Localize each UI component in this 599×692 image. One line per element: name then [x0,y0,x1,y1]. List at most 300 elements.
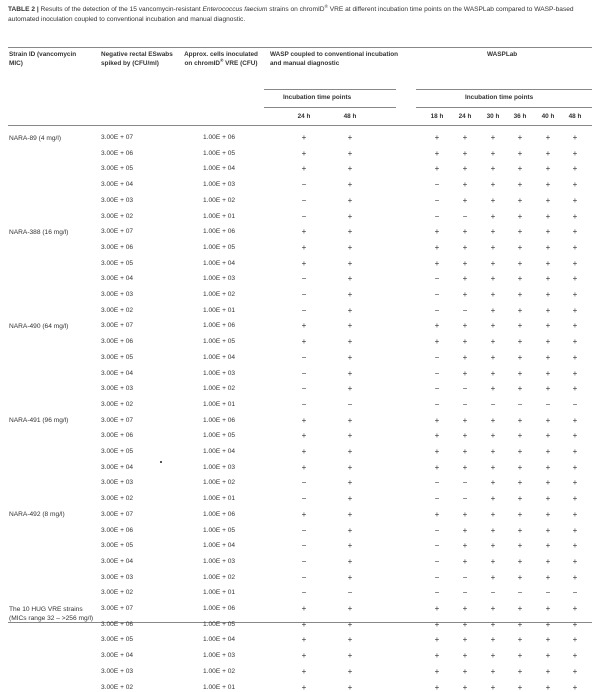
inoculated-cells-value: 1.00E + 01 [203,683,236,691]
positive-result: + [490,478,496,488]
negative-result: − [301,290,307,299]
negative-result: − [301,305,307,315]
positive-result: + [347,447,353,456]
positive-result: + [490,242,496,252]
positive-result: + [434,651,440,661]
header-incubation-wasp: Incubation time points [283,94,352,101]
positive-result: + [301,431,307,441]
positive-result: + [301,415,307,425]
positive-result: + [545,258,551,268]
positive-result: + [462,321,468,331]
header-registered-mark: ® [220,57,224,63]
positive-result: + [517,478,523,488]
positive-result: + [301,148,307,158]
positive-result: + [490,195,496,205]
negative-result: − [462,399,468,409]
negative-result: − [490,588,496,598]
positive-result: + [517,164,523,174]
positive-result: + [462,462,468,472]
positive-result: + [490,525,496,535]
positive-result: + [517,462,523,472]
positive-result: + [490,556,496,566]
positive-result: + [462,368,468,378]
positive-result: + [490,258,496,268]
positive-result: + [545,478,551,488]
negative-result: − [301,556,307,566]
inoculated-cells-value: 1.00E + 01 [203,212,236,220]
positive-result: + [490,494,496,504]
incubation-wasp-rule [264,107,396,108]
positive-result: + [347,572,353,582]
negative-result: − [301,368,307,378]
positive-result: + [490,462,496,472]
positive-result: + [434,148,440,158]
positive-result: + [462,525,468,535]
negative-result: − [545,399,551,409]
positive-result: + [347,227,353,237]
positive-result: + [347,384,353,394]
inoculated-cells-value: 1.00E + 02 [203,573,236,581]
header-time-point: 24 h [297,113,311,120]
positive-result: + [517,635,523,645]
positive-result: + [490,321,496,331]
inoculated-cells-value: 1.00E + 06 [203,605,236,612]
spiked-cfu-value: 3.00E + 06 [101,149,134,157]
inoculated-cells-value: 1.00E + 03 [203,181,236,189]
spiked-cfu-value: 3.00E + 02 [101,495,134,503]
caption-text-3: VRE at different incubation time points on the WASPLab compared to WASP-based automated inoculation coupled to conventional incubation and manual diagnostic. [8,6,574,23]
positive-result: + [545,682,551,692]
spiked-cfu-value: 3.00E + 07 [101,510,134,518]
positive-result: + [572,384,578,394]
positive-result: + [434,447,440,456]
positive-result: + [490,352,496,362]
positive-result: + [462,635,468,645]
negative-result: − [301,384,307,394]
positive-result: + [545,195,551,205]
positive-result: + [545,525,551,535]
spiked-cfu-value: 3.00E + 06 [101,526,134,534]
positive-result: + [545,509,551,519]
positive-result: + [490,368,496,378]
spiked-cfu-value: 3.00E + 04 [101,463,134,471]
positive-result: + [347,541,353,551]
positive-result: + [490,384,496,394]
negative-result: − [434,494,440,504]
positive-result: + [347,274,353,284]
inoculated-cells-value: 1.00E + 05 [203,243,236,251]
positive-result: + [347,431,353,441]
positive-result: + [490,509,496,519]
positive-result: + [545,242,551,252]
positive-result: + [545,651,551,661]
header-approx-cells [182,51,260,68]
inoculated-cells-value: 1.00E + 04 [203,448,236,455]
inoculated-cells-value: 1.00E + 03 [203,275,236,283]
positive-result: + [347,415,353,425]
positive-result: + [490,682,496,692]
positive-result: + [517,305,523,315]
header-time-point: 30 h [486,113,500,120]
spiked-cfu-value: 3.00E + 02 [101,212,134,220]
positive-result: + [434,415,440,425]
spiked-cfu-value: 3.00E + 06 [101,432,134,440]
positive-result: + [462,195,468,205]
positive-result: + [462,337,468,347]
positive-result: + [462,415,468,425]
strain-id: NARA-492 (8 mg/l) [9,511,65,519]
positive-result: + [545,572,551,582]
spiked-cfu-value: 3.00E + 06 [101,620,134,628]
positive-result: + [462,541,468,551]
positive-result: + [347,462,353,472]
positive-result: + [301,133,307,142]
caption-species: Enterococcus faecium [202,6,268,13]
header-time-point: 24 h [458,113,472,120]
positive-result: + [490,290,496,299]
positive-result: + [572,337,578,347]
stray-dot-mark [160,461,162,463]
negative-result: − [301,572,307,582]
negative-result: − [301,211,307,221]
negative-result: − [462,494,468,504]
negative-result: − [462,478,468,488]
strain-id: NARA-388 (16 mg/l) [9,228,69,236]
inoculated-cells-value: 1.00E + 02 [203,667,236,675]
inoculated-cells-value: 1.00E + 05 [203,620,236,628]
positive-result: + [347,195,353,205]
positive-result: + [301,321,307,331]
inoculated-cells-value: 1.00E + 02 [203,385,236,393]
negative-result: − [434,572,440,582]
spiked-cfu-value: 3.00E + 04 [101,557,134,565]
positive-result: + [490,211,496,221]
negative-result: − [301,525,307,535]
positive-result: + [545,415,551,425]
positive-result: + [434,666,440,676]
spiked-cfu-value: 3.00E + 05 [101,636,134,644]
inoculated-cells-value: 1.00E + 02 [203,479,236,487]
positive-result: + [572,180,578,190]
positive-result: + [462,352,468,362]
strain-id: NARA-89 (4 mg/l) [9,134,62,142]
positive-result: + [572,211,578,221]
spiked-cfu-value: 3.00E + 04 [101,369,134,377]
inoculated-cells-value: 1.00E + 05 [203,432,236,440]
positive-result: + [490,305,496,315]
inoculated-cells-value: 1.00E + 04 [203,636,236,644]
positive-result: + [490,666,496,676]
positive-result: + [490,447,496,456]
positive-result: + [434,258,440,268]
inoculated-cells-value: 1.00E + 03 [203,652,236,660]
spiked-cfu-value: 3.00E + 03 [101,667,134,675]
positive-result: + [434,682,440,692]
positive-result: + [462,651,468,661]
positive-result: + [572,321,578,331]
wasp-group-rule [264,89,396,90]
negative-result: − [301,274,307,284]
positive-result: + [462,447,468,456]
positive-result: + [517,274,523,284]
positive-result: + [434,242,440,252]
positive-result: + [517,148,523,158]
positive-result: + [545,290,551,299]
positive-result: + [517,227,523,237]
positive-result: + [545,462,551,472]
spiked-cfu-value: 3.00E + 04 [101,275,134,283]
inoculated-cells-value: 1.00E + 01 [203,400,236,408]
negative-result: − [434,211,440,221]
positive-result: + [490,148,496,158]
positive-result: + [301,509,307,519]
spiked-cfu-value: 3.00E + 04 [101,652,134,660]
incubation-wasplab-rule [416,107,592,108]
positive-result: + [462,164,468,174]
positive-result: + [517,195,523,205]
positive-result: + [347,164,353,174]
positive-result: + [545,556,551,566]
negative-result: − [434,588,440,598]
positive-result: + [490,541,496,551]
negative-result: − [301,399,307,409]
negative-result: − [462,384,468,394]
negative-result: − [434,368,440,378]
spiked-cfu-value: 3.00E + 05 [101,165,134,173]
positive-result: + [462,148,468,158]
positive-result: + [517,682,523,692]
positive-result: + [517,651,523,661]
negative-result: − [301,195,307,205]
positive-result: + [517,494,523,504]
positive-result: + [572,651,578,661]
negative-result: − [434,290,440,299]
inoculated-cells-value: 1.00E + 02 [203,196,236,204]
spiked-cfu-value: 3.00E + 07 [101,228,134,236]
negative-result: − [434,399,440,409]
positive-result: + [347,509,353,519]
negative-result: − [434,384,440,394]
positive-result: + [545,635,551,645]
positive-result: + [517,211,523,221]
negative-result: − [301,352,307,362]
positive-result: + [301,666,307,676]
positive-result: + [301,619,307,629]
positive-result: + [490,274,496,284]
header-incubation-wasplab: Incubation time points [465,94,534,101]
positive-result: + [462,242,468,252]
positive-result: + [347,321,353,331]
header-time-point: 40 h [541,113,555,120]
caption-text-1: Results of the detection of the 15 vancomycin-resistant [38,6,203,13]
positive-result: + [434,164,440,174]
negative-result: − [434,195,440,205]
header-negative-eswabs: Negative rectal ESwabs spiked by (CFU/ml) [101,51,173,67]
positive-result: + [347,368,353,378]
spiked-cfu-value: 3.00E + 05 [101,259,134,267]
header-wasplab: WASPLab [487,51,518,58]
positive-result: + [490,619,496,629]
inoculated-cells-value: 1.00E + 04 [203,165,236,173]
positive-result: + [301,164,307,174]
positive-result: + [572,274,578,284]
spiked-cfu-value: 3.00E + 07 [101,322,134,330]
positive-result: + [572,290,578,299]
header-time-point: 48 h [343,113,357,120]
negative-result: − [301,541,307,551]
positive-result: + [572,431,578,441]
negative-result: − [301,494,307,504]
spiked-cfu-value: 3.00E + 03 [101,291,134,298]
positive-result: + [301,242,307,252]
positive-result: + [490,415,496,425]
spiked-cfu-value: 3.00E + 07 [101,605,134,612]
negative-result: − [434,525,440,535]
negative-result: − [347,588,353,598]
positive-result: + [517,619,523,629]
positive-result: + [545,321,551,331]
positive-result: + [572,195,578,205]
inoculated-cells-value: 1.00E + 04 [203,353,236,361]
positive-result: + [572,509,578,519]
inoculated-cells-value: 1.00E + 05 [203,526,236,534]
positive-result: + [434,635,440,645]
table-caption [8,5,592,24]
positive-result: + [462,666,468,676]
positive-result: + [572,415,578,425]
positive-result: + [545,447,551,456]
header-wasp: WASP coupled to conventional incubation and manual diagnostic [270,51,399,67]
header-time-point: 48 h [568,113,582,120]
positive-result: + [301,604,307,613]
positive-result: + [490,572,496,582]
positive-result: + [347,148,353,158]
negative-result: − [545,588,551,598]
negative-result: − [434,274,440,284]
positive-result: + [517,509,523,519]
positive-result: + [517,242,523,252]
positive-result: + [347,242,353,252]
inoculated-cells-value: 1.00E + 06 [203,134,236,141]
positive-result: + [545,305,551,315]
spiked-cfu-value: 3.00E + 07 [101,416,134,424]
positive-result: + [572,462,578,472]
positive-result: + [490,180,496,190]
positive-result: + [517,337,523,347]
positive-result: + [545,180,551,190]
spiked-cfu-value: 3.00E + 05 [101,448,134,455]
inoculated-cells-value: 1.00E + 06 [203,510,236,518]
positive-result: + [301,635,307,645]
positive-result: + [347,258,353,268]
inoculated-cells-value: 1.00E + 04 [203,259,236,267]
positive-result: + [517,525,523,535]
negative-result: − [517,588,523,598]
positive-result: + [517,431,523,441]
positive-result: + [490,651,496,661]
positive-result: + [572,227,578,237]
positive-result: + [545,494,551,504]
positive-result: + [572,666,578,676]
wasplab-group-rule [416,89,592,90]
positive-result: + [545,274,551,284]
positive-result: + [490,431,496,441]
positive-result: + [347,651,353,661]
positive-result: + [347,635,353,645]
negative-result: − [301,478,307,488]
spiked-cfu-value: 3.00E + 05 [101,353,134,361]
positive-result: + [462,619,468,629]
inoculated-cells-value: 1.00E + 05 [203,338,236,346]
positive-result: + [545,541,551,551]
header-bottom-rule [8,125,592,126]
negative-result: − [301,180,307,190]
spiked-cfu-value: 3.00E + 02 [101,589,134,597]
positive-result: + [490,635,496,645]
positive-result: + [462,682,468,692]
positive-result: + [517,384,523,394]
positive-result: + [517,541,523,551]
positive-result: + [572,682,578,692]
table-top-rule [8,47,592,48]
positive-result: + [347,305,353,315]
spiked-cfu-value: 3.00E + 02 [101,400,134,408]
positive-result: + [517,352,523,362]
positive-result: + [347,604,353,613]
positive-result: + [572,368,578,378]
inoculated-cells-value: 1.00E + 03 [203,369,236,377]
negative-result: − [347,399,353,409]
positive-result: + [545,431,551,441]
inoculated-cells-value: 1.00E + 01 [203,589,236,597]
positive-result: + [517,415,523,425]
table-number: TABLE 2 | [8,6,39,13]
header-strain-id: Strain ID (vancomycin MIC) [9,51,77,67]
positive-result: + [572,305,578,315]
positive-result: + [301,337,307,347]
positive-result: + [545,384,551,394]
positive-result: + [347,619,353,629]
positive-result: + [347,290,353,299]
spiked-cfu-value: 3.00E + 06 [101,338,134,346]
spiked-cfu-value: 3.00E + 06 [101,243,134,251]
positive-result: + [517,258,523,268]
positive-result: + [347,352,353,362]
positive-result: + [434,462,440,472]
inoculated-cells-value: 1.00E + 03 [203,463,236,471]
positive-result: + [347,556,353,566]
spiked-cfu-value: 3.00E + 03 [101,385,134,393]
positive-result: + [490,604,496,613]
spiked-cfu-value: 3.00E + 03 [101,479,134,487]
strain-id: NARA-491 (96 mg/l) [9,417,69,425]
positive-result: + [462,431,468,441]
inoculated-cells-value: 1.00E + 05 [203,149,236,157]
negative-result: − [517,399,523,409]
spiked-cfu-value: 3.00E + 07 [101,134,134,141]
inoculated-cells-value: 1.00E + 06 [203,416,236,424]
positive-result: + [545,368,551,378]
negative-result: − [434,180,440,190]
spiked-cfu-value: 3.00E + 03 [101,573,134,581]
positive-result: + [301,447,307,456]
positive-result: + [434,321,440,331]
positive-result: + [545,133,551,142]
positive-result: + [572,258,578,268]
inoculated-cells-value: 1.00E + 06 [203,322,236,330]
positive-result: + [572,148,578,158]
positive-result: + [462,258,468,268]
